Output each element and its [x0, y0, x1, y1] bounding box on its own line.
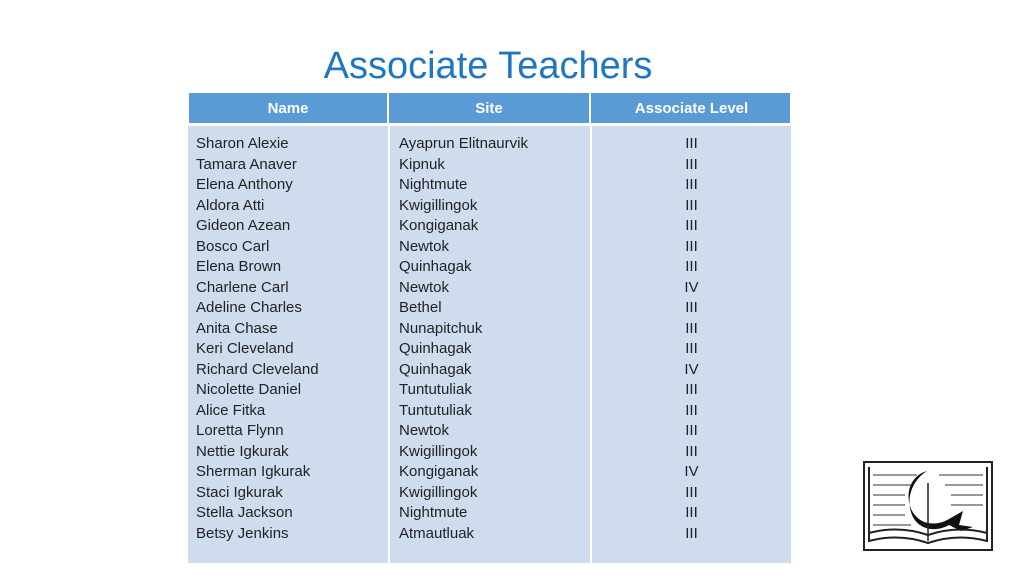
site-cell: Kwigillingok	[399, 442, 478, 460]
header-site: Site	[389, 93, 591, 123]
level-cell: III	[685, 524, 698, 542]
level-cell: III	[685, 504, 698, 521]
name-cell: Anita Chase	[196, 319, 278, 337]
name-cell: Nettie Igkurak	[196, 442, 289, 460]
site-cell: Newtok	[399, 422, 450, 439]
name-cell: Staci Igkurak	[196, 483, 283, 501]
header-associate-level: Associate Level	[634, 99, 749, 117]
header-name: Name	[189, 93, 389, 123]
associate-level-column	[592, 126, 791, 563]
name-cell: Keri Cleveland	[196, 340, 294, 357]
page-title: Associate Teachers	[323, 45, 653, 87]
name-cell: Richard Cleveland	[196, 360, 319, 378]
name-cell: Tamara Anaver	[196, 155, 297, 173]
name-cell: Gideon Azean	[196, 217, 291, 234]
name-cell: Alice Fitka	[196, 401, 266, 419]
site-cell: Nightmute	[399, 504, 468, 521]
site-cell: Kongiganak	[399, 217, 479, 234]
name-cell: Bosco Carl	[196, 237, 270, 255]
name-cell: Sherman Igkurak	[196, 463, 311, 480]
site-cell: Bethel	[399, 299, 442, 316]
level-cell: III	[685, 381, 698, 398]
table-header-row	[188, 92, 791, 124]
name-cell: Stella Jackson	[196, 504, 293, 521]
level-cell: III	[685, 196, 698, 214]
level-cell: III	[685, 319, 698, 337]
site-cell: Kwigillingok	[399, 196, 478, 214]
level-cell: III	[685, 422, 698, 439]
name-cell: Adeline Charles	[196, 299, 302, 316]
site-column	[390, 126, 590, 563]
site-cell: Kwigillingok	[399, 483, 478, 501]
level-cell: III	[685, 217, 698, 234]
level-cell: III	[685, 176, 698, 193]
level-cell: III	[685, 442, 698, 460]
level-cell: III	[685, 401, 698, 419]
site-cell: Nunapitchuk	[399, 319, 483, 337]
site-cell: Quinhagak	[399, 258, 472, 275]
site-cell: Tuntutuliak	[399, 381, 472, 398]
level-cell: IV	[684, 463, 699, 480]
name-cell: Loretta Flynn	[196, 422, 284, 439]
level-cell: III	[685, 299, 698, 316]
site-cell: Quinhagak	[399, 340, 472, 357]
site-cell: Tuntutuliak	[399, 401, 472, 419]
name-cell: Elena Anthony	[196, 176, 293, 193]
level-cell: III	[685, 237, 698, 255]
site-cell: Nightmute	[399, 176, 468, 193]
level-cell: III	[685, 258, 698, 275]
site-cell: Ayaprun Elitnaurvik	[399, 135, 528, 152]
site-cell: Atmautluak	[399, 524, 475, 542]
site-cell: Newtok	[399, 278, 450, 296]
name-cell: Nicolette Daniel	[196, 381, 302, 398]
name-cell: Charlene Carl	[196, 278, 289, 296]
name-cell: Aldora Atti	[196, 196, 265, 214]
name-column	[188, 126, 388, 563]
name-cell: Elena Brown	[196, 258, 282, 275]
site-cell: Kipnuk	[399, 155, 445, 173]
site-cell: Kongiganak	[399, 463, 479, 480]
name-cell: Sharon Alexie	[196, 135, 289, 152]
level-cell: III	[685, 340, 698, 357]
level-cell: III	[685, 135, 698, 152]
associate-teachers-table	[188, 92, 791, 562]
name-cell: Betsy Jenkins	[196, 524, 289, 542]
logo-graphic	[865, 463, 991, 549]
level-cell: III	[685, 483, 698, 501]
level-cell: IV	[684, 278, 699, 296]
level-cell: IV	[684, 360, 699, 378]
site-cell: Newtok	[399, 237, 450, 255]
table-body	[188, 126, 791, 563]
fish-book-logo-icon	[863, 461, 993, 551]
level-cell: III	[685, 155, 698, 173]
site-cell: Quinhagak	[399, 360, 472, 378]
